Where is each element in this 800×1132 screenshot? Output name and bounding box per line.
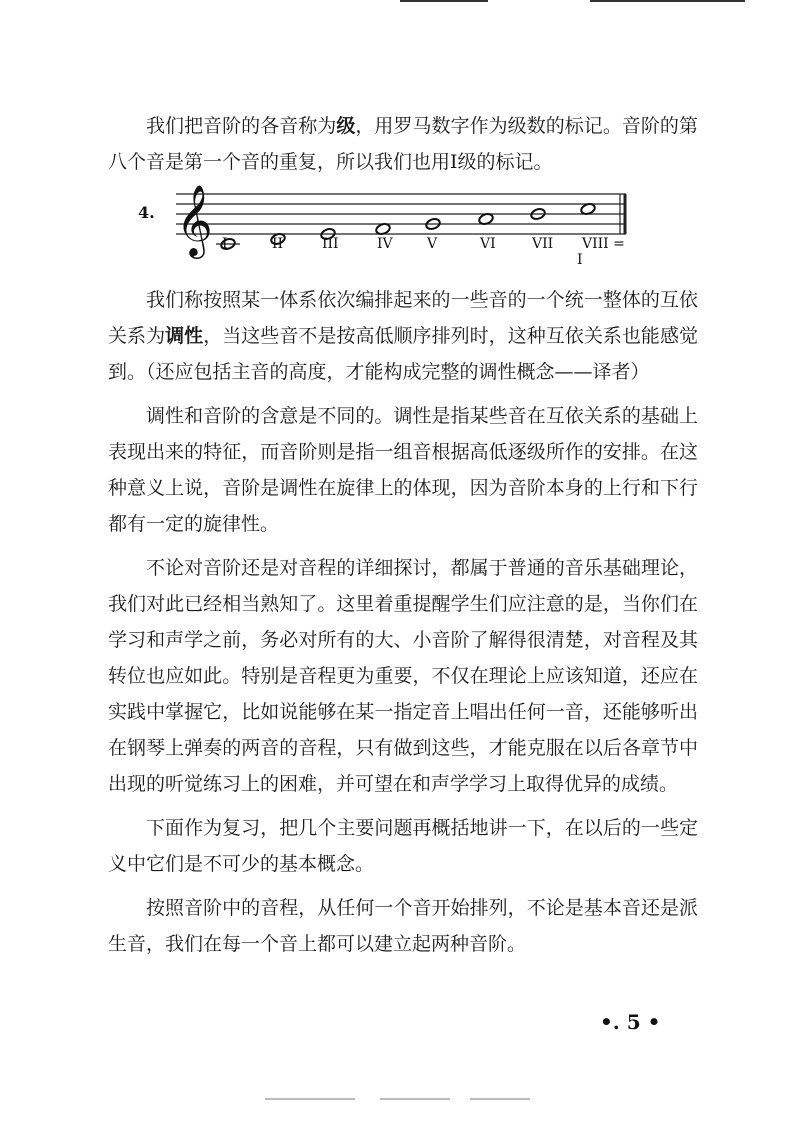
staff-lines [176,194,626,234]
degree-labels [222,236,625,252]
degree-label: III [322,236,339,252]
degree-label: V [427,236,438,252]
degree-label: VII [532,236,554,252]
paragraph-2: 我们称按照某一体系依次编排起来的一些音的一个统一整体的互依关系为调性，当这些音不是按高低顺序排列时，这种互依关系也能感觉到。（还应包括主音的高度，才能构成完整的调性概念——译者） [108,289,698,383]
page-number: •. 5 • [600,1010,661,1034]
music-example [108,184,698,266]
degree-label: II [272,236,284,252]
scale-staff [108,184,698,266]
degree-label: VI [480,236,496,252]
page-body [108,108,698,962]
paragraph-3: 调性和音阶的含意是不同的。调性是指某些音在互依关系的基础上表现出来的特征，而音阶则是指一组音根据高低逐级所作的安排。在这种意义上说，音阶是调性在旋律上的体现，因为音阶本身的上行和下行都有一定的旋律性。 [108,405,698,535]
paragraph-4: 不论对音阶还是对音程的详细探讨，都属于普通的音乐基础理论，我们对此已经相当熟知了。这里着重提醒学生们应注意的是，当你们在学习和声学之前，务必对所有的大、小音阶了解得很清楚，对音程及其转位也应如此。特别是音程更为重要，不仅在理论上应该知道，还应在实践中掌握它，比如说能够在某一指定音上唱出任何一音，还能够听出在钢琴上弹奏的两音的音程，只有做到这些，才能克服在以后各章节中出现的听觉练习上的困难，并可望在和声学学习上取得优异的成绩。 [108,557,698,795]
scan-noise [470,1098,530,1100]
top-rule-left [400,0,488,2]
degree-extra-label: I [577,252,583,266]
example-number: 4. [138,203,155,222]
paragraph-1: 我们把音阶的各音称为级，用罗马数字作为级数的标记。音阶的第八个音是第一个音的重复，所以我们也用Ⅰ级的标记。 [108,115,698,173]
degree-label: IV [377,236,393,252]
treble-clef-icon: 𝄞 [176,184,213,256]
term-degree: 级 [336,115,356,137]
top-rule-right [590,0,745,2]
paragraph-5: 下面作为复习，把几个主要问题再概括地讲一下，在以后的一些定义中它们是不可少的基本概念。 [108,817,698,875]
degree-label: VIII = [582,236,625,252]
degree-label: I [222,236,228,252]
scan-noise [265,1098,355,1100]
paragraph-6: 按照音阶中的音程，从任何一个音开始排列，不论是基本音还是派生音，我们在每一个音上都可以建立起两种音阶。 [108,897,698,955]
term-tonality: 调性 [165,325,204,347]
scan-noise [380,1098,450,1100]
